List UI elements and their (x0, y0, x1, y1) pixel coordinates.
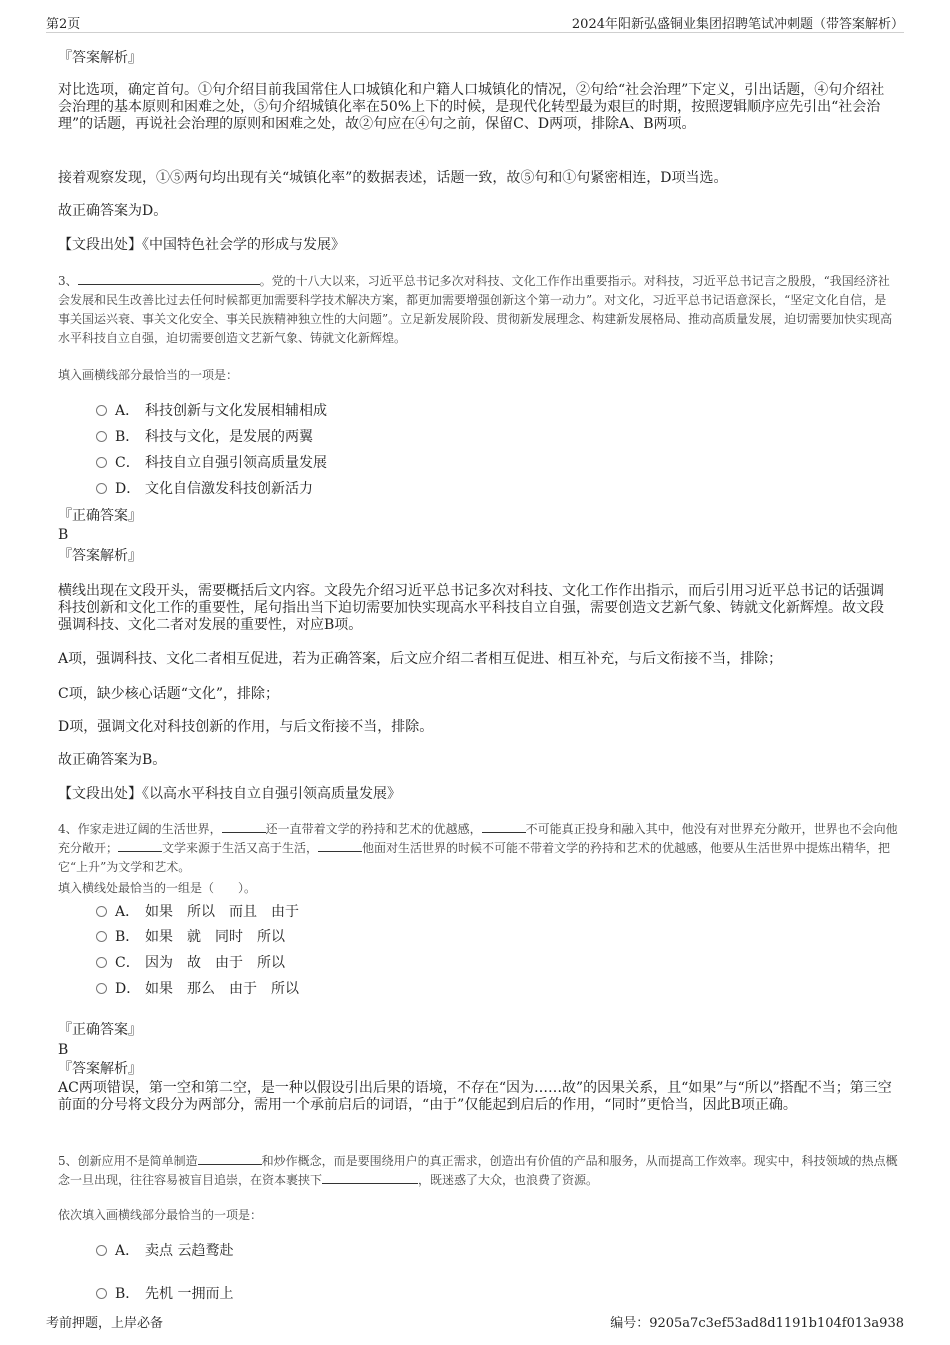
fill-blank (198, 1152, 262, 1165)
analysis-label: 『答案解析』 (58, 50, 142, 66)
question-3-stem (58, 272, 898, 348)
correct-label: 『正确答案』 (58, 1022, 142, 1038)
fill-blank (322, 1171, 418, 1184)
analysis-label: 『答案解析』 (58, 1061, 142, 1077)
option-c[interactable]: C． 科技自立自强引领高质量发展 (96, 454, 327, 472)
analysis-paragraph: 接着观察发现，①⑤两句均出现有关“城镇化率”的数据表述，话题一致，故⑤句和①句紧密相连，D项当选。 (58, 170, 728, 186)
option-a[interactable]: A． 卖点 云趋鹜赴 (96, 1242, 233, 1260)
source-citation: 【文段出处】《中国特色社会学的形成与发展》 (58, 237, 345, 253)
radio-icon[interactable] (96, 431, 107, 442)
option-d[interactable]: D． 如果 那么 由于 所以 (96, 980, 299, 998)
fill-blank (222, 820, 266, 833)
analysis-paragraph: A项，强调科技、文化二者相互促进，若为正确答案，后文应介绍二者相互促进、相互补充，与后文衔接不当，排除； (58, 651, 783, 667)
radio-icon[interactable] (96, 457, 107, 468)
analysis-paragraph: AC两项错误，第一空和第二空，是一种以假设引出后果的语境，不存在“因为……故”的因果关系，且“如果”与“所以”搭配不当；第三空前面的分号将文段分为两部分，需用一个承前启后的词语，“由于”仅能起到启后的作用，“同时”更恰当，因此B项正确。 (58, 1080, 892, 1113)
correct-answer: B (58, 1042, 69, 1058)
radio-icon[interactable] (96, 957, 107, 968)
correct-label: 『正确答案』 (58, 508, 142, 524)
option-c[interactable]: C． 因为 故 由于 所以 (96, 954, 285, 972)
footer-slogan: 考前押题，上岸必备 (46, 1316, 164, 1331)
option-a[interactable]: A． 如果 所以 而且 由于 (96, 903, 299, 921)
question-number: 4、 (58, 822, 78, 836)
fill-blank (78, 272, 260, 285)
analysis-paragraph: D项，强调文化对科技创新的作用，与后文衔接不当，排除。 (58, 719, 434, 735)
page-number: 第2页 (46, 17, 81, 32)
answer-statement: 故正确答案为D。 (58, 203, 168, 219)
radio-icon[interactable] (96, 906, 107, 917)
analysis-paragraph: 对比选项，确定首句。①句介绍目前我国常住人口城镇化和户籍人口城镇化的情况，②句给“社会治理”下定义，引出话题，④句介绍社会治理的基本原则和困难之处，⑤句介绍城镇化率在50%上下的时候，是现代化转型最为艰巨的时期，按照逻辑顺序应先引出“社会治理”的话题，再说社会治理的原则和困难之处，故②句应在④句之前，保留C、D两项，排除A、B两项。 (58, 82, 885, 132)
analysis-label: 『答案解析』 (58, 548, 142, 564)
option-b[interactable]: B． 先机 一拥而上 (96, 1285, 233, 1303)
option-a[interactable]: A． 科技创新与文化发展相辅相成 (96, 402, 327, 420)
question-number: 3、 (58, 274, 78, 288)
analysis-paragraph: 横线出现在文段开头，需要概括后文内容。文段先介绍习近平总书记多次对科技、文化工作作出指示，而后引用习近平总书记的话强调科技创新和文化工作的重要性，尾句指出当下迫切需要加快实现高水平科技自立自强，需要创造文艺新气象、铸就文化新辉煌。故文段强调科技、文化二者对发展的重要性，对应B项。 (58, 583, 884, 633)
radio-icon[interactable] (96, 1245, 107, 1256)
fill-blank (118, 839, 162, 852)
question-prompt: 依次填入画横线部分最恰当的一项是： (58, 1208, 263, 1222)
option-b[interactable]: B． 科技与文化，是发展的两翼 (96, 428, 313, 446)
radio-icon[interactable] (96, 983, 107, 994)
question-number: 5、 (58, 1154, 78, 1168)
fill-blank (318, 839, 362, 852)
radio-icon[interactable] (96, 1288, 107, 1299)
correct-answer: B (58, 527, 69, 543)
option-b[interactable]: B． 如果 就 同时 所以 (96, 928, 285, 946)
document-code: 编号：9205a7c3ef53ad8d1191b104f013a938 (610, 1316, 904, 1331)
radio-icon[interactable] (96, 931, 107, 942)
question-text: 。党的十八大以来，习近平总书记多次对科技、文化工作作出重要指示。对科技，习近平总书记言之殷殷，“我国经济社会发展和民生改善比过去任何时候都更加需要科学技术解决方案，都更加需要增强创新这个第一动力”。对文化，习近平总书记语意深长，“坚定文化自信，是事关国运兴衰、事关文化安全、事关民族精神独立性的大问题”。立足新发展阶段、贯彻新发展理念、构建新发展格局、推动高质量发展，迫切需要加快实现高水平科技自立自强，迫切需要创造文艺新气象、铸就文化新辉煌。 (58, 274, 893, 345)
question-prompt: 填入画横线部分最恰当的一项是： (58, 368, 239, 382)
question-5-stem: 5、创新应用不是简单制造 和炒作概念，而是要围绕用户的真正需求，创造出有价值的产品和服务，从而提高工作效率。现实中，科技领域的热点概念一旦出现，往往容易被盲目追崇，在资本裹挟下 ，既迷惑了大众，也浪费了资源。 (58, 1154, 898, 1187)
source-citation: 【文段出处】《以高水平科技自立自强引领高质量发展》 (58, 786, 401, 802)
radio-icon[interactable] (96, 405, 107, 416)
fill-blank (482, 820, 526, 833)
option-d[interactable]: D． 文化自信激发科技创新活力 (96, 480, 313, 498)
document-title: 2024年阳新弘盛铜业集团招聘笔试冲刺题（带答案解析） (571, 17, 904, 32)
analysis-paragraph: C项，缺少核心话题“文化”，排除； (58, 686, 280, 702)
question-prompt: 填入横线处最恰当的一组是（ ）。 (58, 881, 257, 895)
page-header (46, 10, 904, 33)
radio-icon[interactable] (96, 483, 107, 494)
question-4-stem: 4、作家走进辽阔的生活世界， 还一直带着文学的矜持和艺术的优越感， 不可能真正投身和融入其中，他没有对世界充分敞开，世界也不会向他充分敞开； 文学来源于生活又高于生活， 他面对生活世界的时候不可能不带着文学的矜持和艺术的优越感，他要从生活世界中提炼出精华，把它“上升”为文学和艺术。 (58, 822, 898, 874)
answer-statement: 故正确答案为B。 (58, 752, 167, 768)
